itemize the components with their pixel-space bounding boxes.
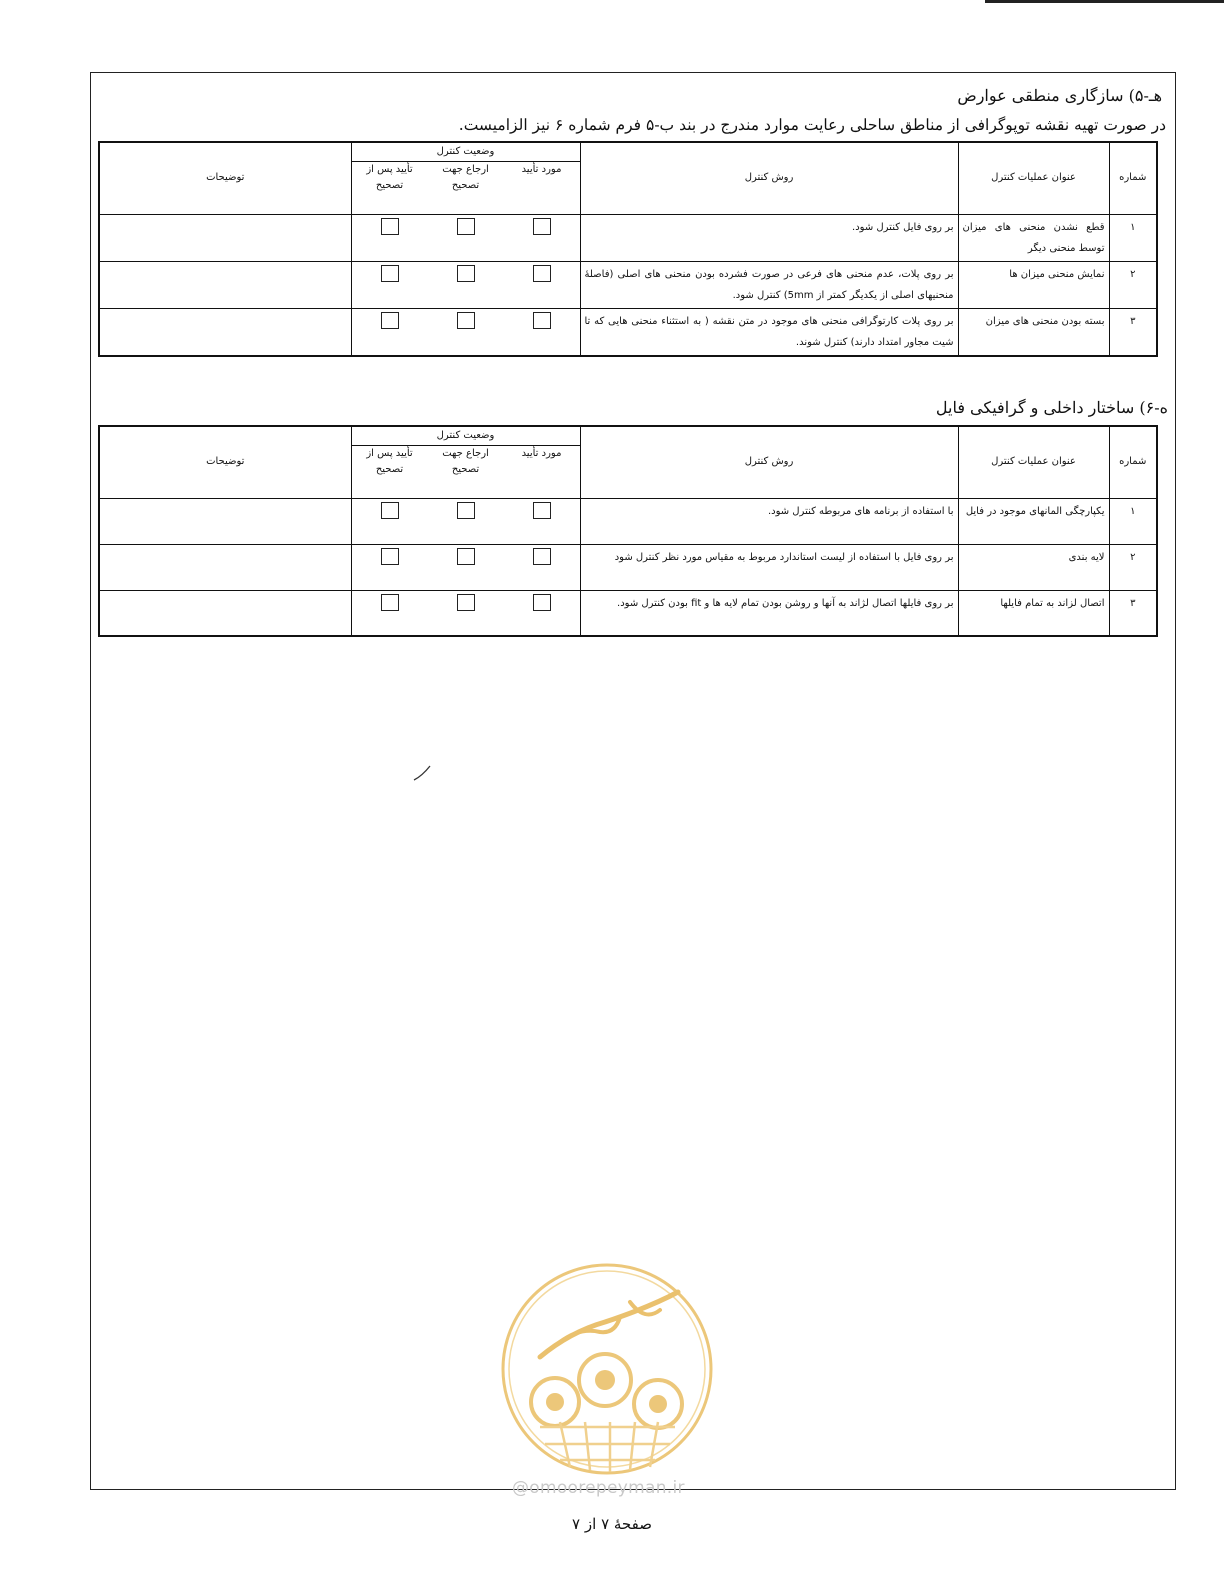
- col-num-header: شماره: [1109, 142, 1157, 214]
- returned-checkbox[interactable]: [457, 265, 475, 282]
- table-row: [99, 214, 1157, 261]
- returned-checkbox[interactable]: [457, 594, 475, 611]
- page-number: صفحهٔ ۷ از ۷: [572, 1515, 652, 1533]
- section-5-note: در صورت تهیه نقشه توپوگرافی از مناطق ساحلی رعایت موارد مندرج در بند ب-۵ فرم شماره ۶ نیز الزامیست.: [458, 116, 1166, 134]
- section-5-heading: هـ-۵) سازگاری منطقی عوارض: [957, 86, 1162, 105]
- approved-after-checkbox[interactable]: [381, 265, 399, 282]
- section-6-table: [98, 425, 1158, 637]
- approved-checkbox[interactable]: [533, 502, 551, 519]
- company-seal-logo: [500, 1262, 715, 1477]
- row-status: [351, 544, 580, 590]
- col-notes-header: توضیحات: [99, 426, 351, 498]
- row-title: نمایش منحنی میزان ها: [958, 261, 1109, 308]
- table-row: [99, 261, 1157, 308]
- row-method: بر روی فایلها اتصال لژاند به آنها و روشن بودن تمام لایه ها و fit بودن کنترل شود.: [580, 590, 958, 636]
- table-row: [99, 544, 1157, 590]
- col-status-header: [351, 426, 580, 498]
- row-title: یکپارچگی المانهای موجود در فایل: [958, 498, 1109, 544]
- table-row: [99, 590, 1157, 636]
- status-sublabels: [352, 162, 580, 194]
- row-method: بر روی پلات کارتوگرافی منحنی های موجود در متن نقشه ( به استثناء منحنی هایی که تا شیت مجاور امتداد دارند) کنترل شوند.: [580, 308, 958, 356]
- section-5-table: [98, 141, 1158, 357]
- row-status: [351, 308, 580, 356]
- row-status: [351, 590, 580, 636]
- row-title: لایه بندی: [958, 544, 1109, 590]
- row-notes[interactable]: [99, 498, 351, 544]
- row-number: ۱: [1109, 214, 1157, 261]
- approved-checkbox[interactable]: [533, 265, 551, 282]
- col-notes-header: توضیحات: [99, 142, 351, 214]
- row-method: بر روی فایل کنترل شود.: [580, 214, 958, 261]
- approved-after-checkbox[interactable]: [381, 594, 399, 611]
- returned-checkbox[interactable]: [457, 548, 475, 565]
- col-method-header: روش کنترل: [580, 426, 958, 498]
- top-edge-line: [985, 0, 1224, 3]
- approved-checkbox[interactable]: [533, 218, 551, 235]
- table-header-row: [99, 426, 1157, 498]
- status-group-label: وضعیت کنترل: [352, 427, 580, 446]
- row-title: بسته بودن منحنی های میزان: [958, 308, 1109, 356]
- col-title-header: عنوان عملیات کنترل: [958, 426, 1109, 498]
- approved-label: مورد تأیید: [521, 448, 562, 459]
- row-number: ۲: [1109, 261, 1157, 308]
- approved-checkbox[interactable]: [533, 594, 551, 611]
- row-number: ۳: [1109, 590, 1157, 636]
- row-status: [351, 261, 580, 308]
- row-method: بر روی پلات، عدم منحنی های فرعی در صورت فشرده بودن منحنی های اصلی (فاصلهٔ منحنیهای اصلی از یکدیگر کمتر از 5mm) کنترل شود.: [580, 261, 958, 308]
- approved-after-checkbox[interactable]: [381, 502, 399, 519]
- table-row: [99, 308, 1157, 356]
- approved-after-checkbox[interactable]: [381, 218, 399, 235]
- row-notes[interactable]: [99, 590, 351, 636]
- row-status: [351, 214, 580, 261]
- row-notes[interactable]: [99, 544, 351, 590]
- approved-checkbox[interactable]: [533, 548, 551, 565]
- approved-checkbox[interactable]: [533, 312, 551, 329]
- pen-mark: [412, 764, 432, 782]
- col-num-header: شماره: [1109, 426, 1157, 498]
- returned-label: ارجاع جهت تصحیح: [442, 164, 489, 191]
- row-notes[interactable]: [99, 214, 351, 261]
- row-notes[interactable]: [99, 261, 351, 308]
- row-method: بر روی فایل با استفاده از لیست استاندارد مربوط به مقیاس مورد نظر کنترل شود: [580, 544, 958, 590]
- row-number: ۲: [1109, 544, 1157, 590]
- col-method-header: روش کنترل: [580, 142, 958, 214]
- approved-label: مورد تأیید: [521, 164, 562, 175]
- approved-after-checkbox[interactable]: [381, 548, 399, 565]
- section-6-heading: ه-۶) ساختار داخلی و گرافیکی فایل: [935, 398, 1168, 417]
- row-title: قطع نشدن منحنی های میزان توسط منحنی دیگر: [958, 214, 1109, 261]
- row-notes[interactable]: [99, 308, 351, 356]
- row-title: اتصال لزاند به تمام فایلها: [958, 590, 1109, 636]
- row-number: ۱: [1109, 498, 1157, 544]
- col-title-header: عنوان عملیات کنترل: [958, 142, 1109, 214]
- returned-checkbox[interactable]: [457, 312, 475, 329]
- approved-after-checkbox[interactable]: [381, 312, 399, 329]
- returned-label: ارجاع جهت تصحیح: [442, 448, 489, 475]
- table-header-row: [99, 142, 1157, 214]
- returned-checkbox[interactable]: [457, 502, 475, 519]
- row-number: ۳: [1109, 308, 1157, 356]
- watermark: @omoorepeyman.ir: [512, 1478, 685, 1498]
- row-status: [351, 498, 580, 544]
- approved-after-label: تأیید پس از تصحیح: [366, 164, 413, 191]
- col-status-header: [351, 142, 580, 214]
- approved-after-label: تأیید پس از تصحیح: [366, 448, 413, 475]
- table-row: [99, 498, 1157, 544]
- status-group-label: وضعیت کنترل: [352, 143, 580, 162]
- returned-checkbox[interactable]: [457, 218, 475, 235]
- status-sublabels: [352, 446, 580, 478]
- row-method: با استفاده از برنامه های مربوطه کنترل شود.: [580, 498, 958, 544]
